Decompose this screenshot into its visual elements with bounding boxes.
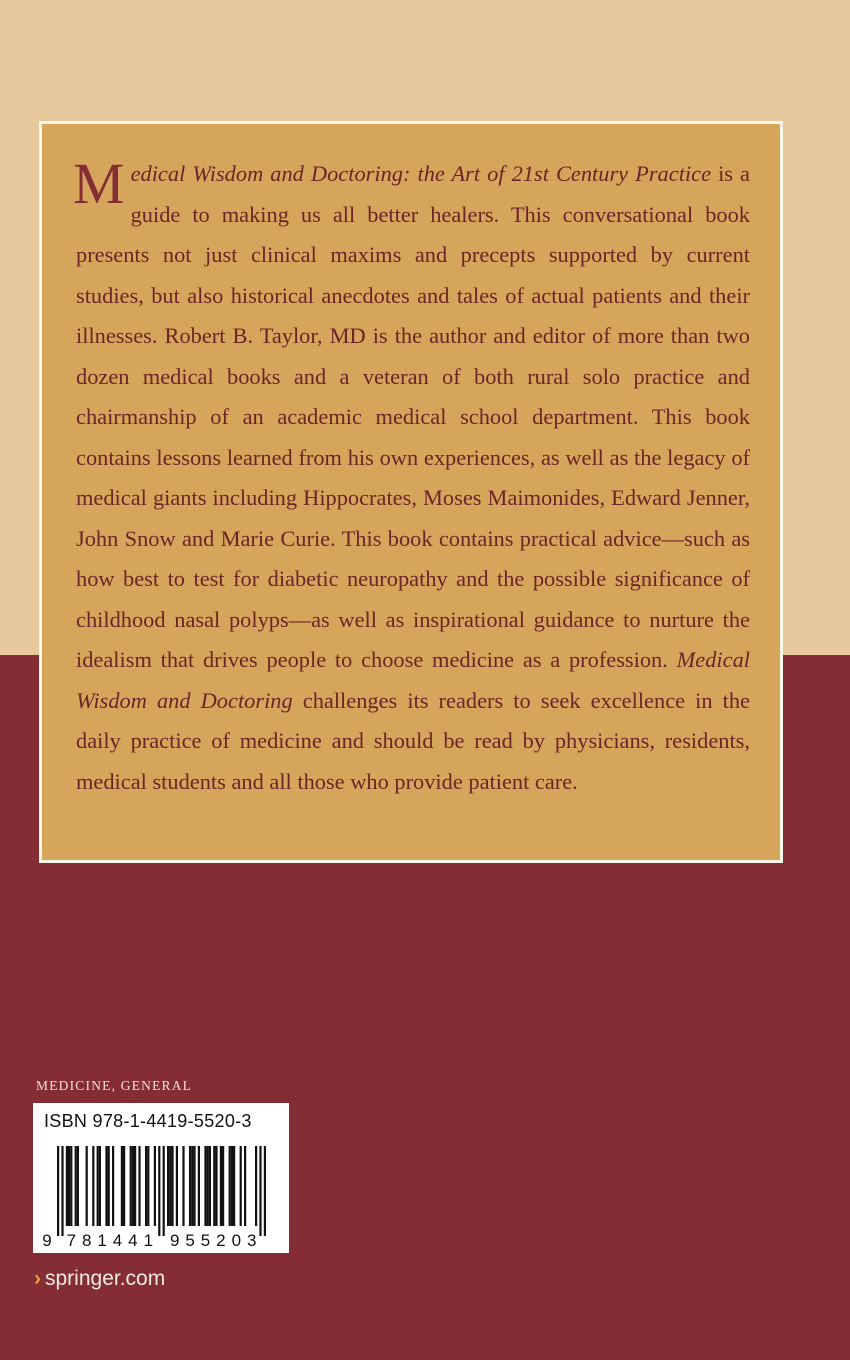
barcode-bar xyxy=(191,1146,193,1226)
barcode-bar xyxy=(231,1146,233,1226)
barcode-digit: 9 xyxy=(169,1231,180,1250)
publisher-link[interactable] xyxy=(34,1267,165,1291)
barcode-bar xyxy=(163,1146,165,1236)
book-title-short-italic: Medical Wisdom and Doctoring xyxy=(76,647,750,713)
barcode-digit: 2 xyxy=(216,1231,226,1250)
barcode-bar xyxy=(222,1146,224,1226)
barcode-bar xyxy=(169,1146,171,1226)
barcode-bar xyxy=(134,1146,136,1226)
barcode-bar xyxy=(123,1146,125,1226)
barcode-bar xyxy=(220,1146,222,1226)
barcode-bar xyxy=(259,1146,261,1236)
barcode-bar xyxy=(99,1146,101,1226)
barcode-digit: 5 xyxy=(185,1231,195,1250)
barcode-digit: 4 xyxy=(128,1231,138,1250)
barcode-bar xyxy=(213,1146,215,1226)
book-title-italic: edical Wisdom and Doctoring: the Art of 21st Century Practice xyxy=(130,161,712,186)
barcode-bar xyxy=(68,1146,70,1226)
barcode-bar xyxy=(112,1146,114,1226)
barcode-digit: 1 xyxy=(143,1231,154,1250)
barcode-bar xyxy=(154,1146,156,1226)
chevron-right-icon: › xyxy=(34,1267,41,1290)
barcode-bar xyxy=(121,1146,123,1226)
blurb-body-part-2: challenges its readers to seek excellence in the daily practice of medicine and should be read by physicians, residents, medical students and all those who provide patient care. xyxy=(76,687,750,794)
barcode-bar xyxy=(86,1146,88,1226)
barcode-bar xyxy=(233,1146,235,1226)
barcode-bar xyxy=(207,1146,209,1226)
barcode-bar xyxy=(70,1146,72,1226)
barcode-bar xyxy=(147,1146,149,1226)
barcode-bar xyxy=(198,1146,200,1226)
barcode-bar xyxy=(189,1146,191,1226)
barcode-icon xyxy=(33,1103,289,1253)
barcode-digit: 1 xyxy=(97,1231,107,1250)
barcode-bar xyxy=(176,1146,178,1226)
isbn-label: ISBN 978-1-4419-5520-3 xyxy=(44,1111,252,1131)
barcode-digit: 5 xyxy=(200,1231,211,1250)
barcode-bar xyxy=(108,1146,110,1226)
barcode-bar xyxy=(215,1146,217,1226)
barcode-bar xyxy=(66,1146,68,1226)
barcode-digit: 9 xyxy=(42,1231,52,1250)
barcode-bar xyxy=(193,1146,195,1226)
barcode-bar xyxy=(97,1146,99,1226)
blurb-text xyxy=(73,151,750,802)
barcode-bar xyxy=(77,1146,79,1226)
drop-cap: M xyxy=(73,151,125,216)
barcode-bar xyxy=(105,1146,107,1226)
blurb-body-part-1: is a guide to making us all better healers. This conversational book presents not just clinical maxims and precepts supported by current studies, but also historical anecdotes and tales of actual patients and their illnesses. Robert B. Taylor, MD is the author and editor of more than two dozen medical books and a veteran of both rural solo practice and chairmanship of an academic medical school department. This book contains lessons learned from his own experiences, as well as the legacy of medical giants including Hippocrates, Moses Maimonides, Edward Jenner, John Snow and Marie Curie. This book contains practical advice—such as how best to test for diabetic neuropathy and the possible significance of childhood nasal polyps—as well as inspirational guidance to nurture the idealism that drives people to choose medicine as a profession. xyxy=(76,161,750,672)
subject-category: MEDICINE, GENERAL xyxy=(36,1078,193,1093)
barcode-bar xyxy=(132,1146,134,1226)
barcode-bar xyxy=(240,1146,242,1226)
barcode-bar xyxy=(182,1146,184,1226)
barcode-bar xyxy=(145,1146,147,1226)
barcode-bar xyxy=(138,1146,140,1226)
barcode-bar xyxy=(167,1146,169,1226)
barcode-bar xyxy=(92,1146,94,1226)
barcode-digit: 4 xyxy=(112,1231,123,1250)
barcode-digit: 3 xyxy=(246,1231,257,1250)
barcode-bar xyxy=(209,1146,211,1226)
barcode-bar xyxy=(75,1146,77,1226)
barcode-bar xyxy=(130,1146,132,1226)
barcode-bar xyxy=(57,1146,59,1236)
barcode-digit: 0 xyxy=(231,1231,242,1250)
barcode-bar xyxy=(264,1146,266,1236)
barcode-bar xyxy=(171,1146,173,1226)
barcode-bar xyxy=(204,1146,206,1226)
publisher-url: springer.com xyxy=(45,1267,166,1290)
barcode-digit: 7 xyxy=(66,1231,77,1250)
barcode-bar xyxy=(61,1146,63,1236)
barcode-bar xyxy=(255,1146,257,1226)
barcode-bar xyxy=(229,1146,231,1226)
barcode-box xyxy=(33,1103,289,1253)
barcode-digit: 8 xyxy=(81,1231,92,1250)
blurb-panel xyxy=(39,121,783,863)
barcode-bar xyxy=(158,1146,160,1236)
barcode-bar xyxy=(244,1146,246,1226)
